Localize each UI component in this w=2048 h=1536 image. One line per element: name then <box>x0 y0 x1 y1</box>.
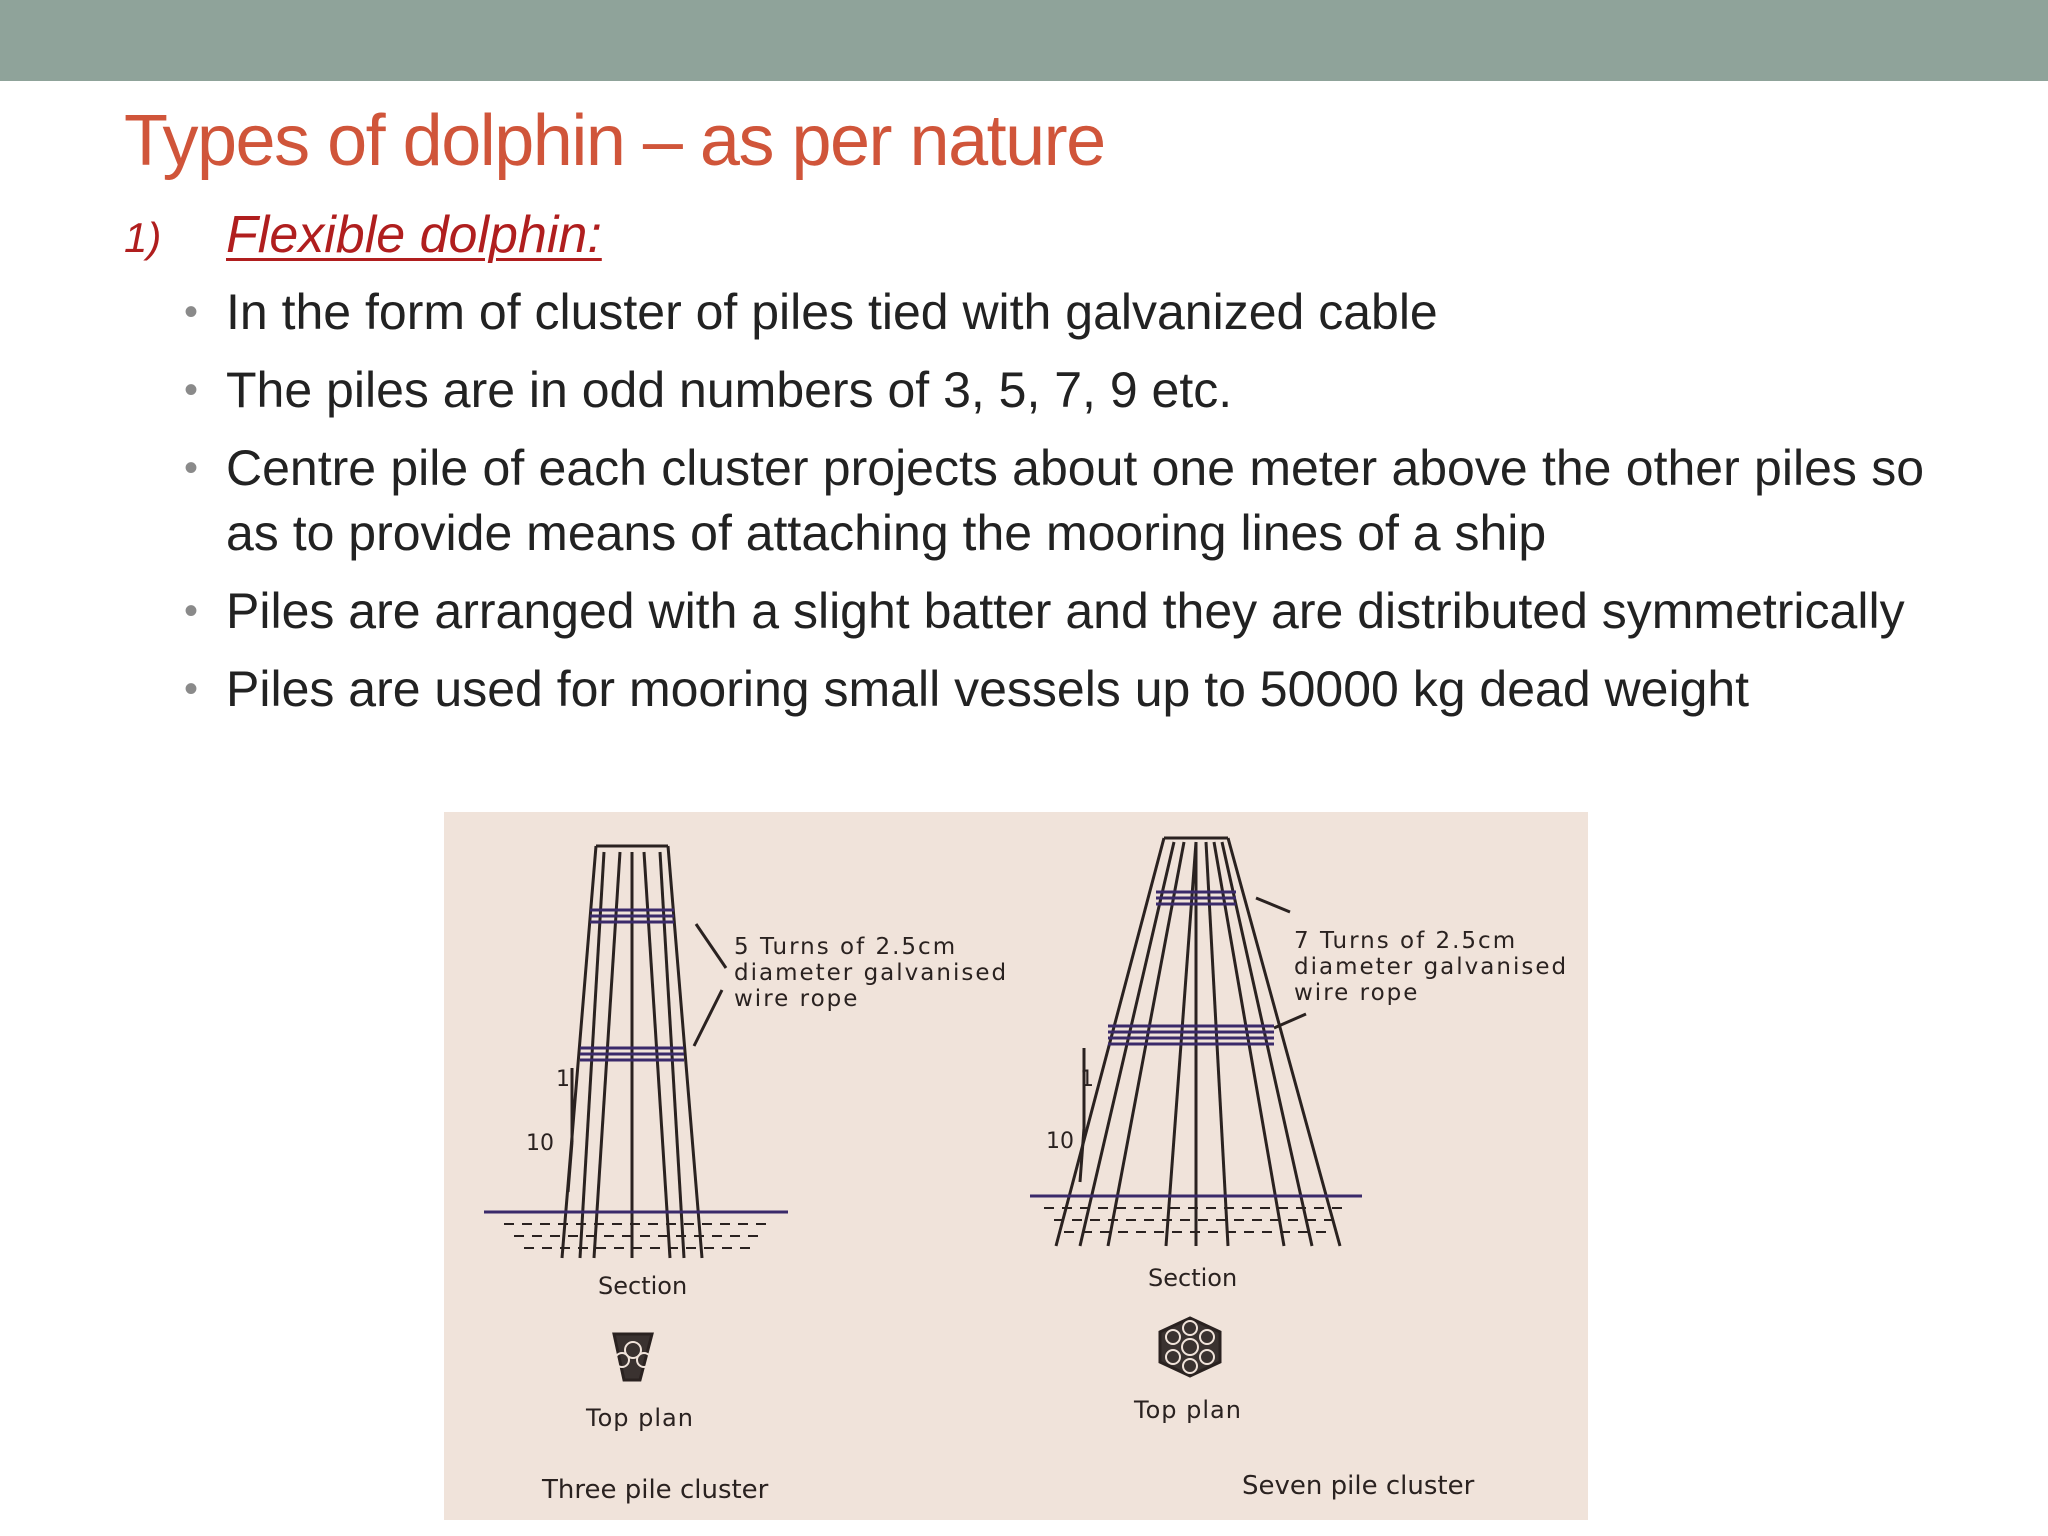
header-band <box>0 0 2048 81</box>
right-slope-side: 10 <box>1046 1129 1074 1154</box>
list-item <box>184 579 1924 644</box>
bullet-text: The piles are in odd numbers of 3, 5, 7, 9 etc. <box>226 362 1233 418</box>
bullet-text: Centre pile of each cluster projects about one meter above the other piles so as to provide means of attaching the mooring lines of a ship <box>226 440 1924 561</box>
slide-title: Types of dolphin – as per nature <box>124 101 1105 181</box>
right-caption: Seven pile cluster <box>1242 1471 1475 1501</box>
list-item <box>184 436 1924 566</box>
bullet-dot-icon: • <box>184 446 199 490</box>
left-annotation-line-1: 5 Turns of 2.5cm <box>734 934 958 960</box>
item-number: 1) <box>124 214 162 261</box>
seven-pile-section <box>1030 838 1362 1246</box>
bullet-dot-icon: • <box>184 667 199 711</box>
three-pile-top-plan <box>614 1334 652 1380</box>
right-annotation-line-2: diameter galvanised <box>1294 954 1569 980</box>
bullet-dot-icon: • <box>184 290 199 334</box>
right-slope-top: 1 <box>1080 1067 1094 1092</box>
dolphin-drawing <box>444 812 1588 1520</box>
bullet-text: In the form of cluster of piles tied with galvanized cable <box>226 284 1438 340</box>
bullet-list <box>184 280 1924 735</box>
subheading <box>124 200 602 283</box>
item-label: Flexible dolphin: <box>226 206 602 264</box>
bullet-text: Piles are used for mooring small vessels up to 50000 kg dead weight <box>226 661 1750 717</box>
bullet-dot-icon: • <box>184 589 199 633</box>
right-annotation-line-1: 7 Turns of 2.5cm <box>1294 928 1518 954</box>
bullet-text: Piles are arranged with a slight batter and they are distributed symmetrically <box>226 583 1905 639</box>
right-annotation-line-3: wire rope <box>1294 980 1420 1006</box>
list-item <box>184 358 1924 423</box>
left-section-label: Section <box>598 1272 688 1300</box>
list-item <box>184 657 1924 722</box>
left-annotation-line-2: diameter galvanised <box>734 960 1009 986</box>
right-plan-label: Top plan <box>1134 1396 1242 1424</box>
left-caption: Three pile cluster <box>542 1475 769 1505</box>
dolphin-figure <box>444 812 1588 1520</box>
right-section-label: Section <box>1148 1264 1238 1292</box>
left-slope-top: 1 <box>556 1067 570 1092</box>
left-slope-side: 10 <box>526 1131 554 1156</box>
three-pile-section <box>484 846 788 1258</box>
left-annotation-line-3: wire rope <box>734 986 860 1012</box>
bullet-dot-icon: • <box>184 368 199 412</box>
list-item <box>184 280 1924 345</box>
left-plan-label: Top plan <box>586 1404 694 1432</box>
seven-pile-top-plan <box>1160 1318 1220 1376</box>
